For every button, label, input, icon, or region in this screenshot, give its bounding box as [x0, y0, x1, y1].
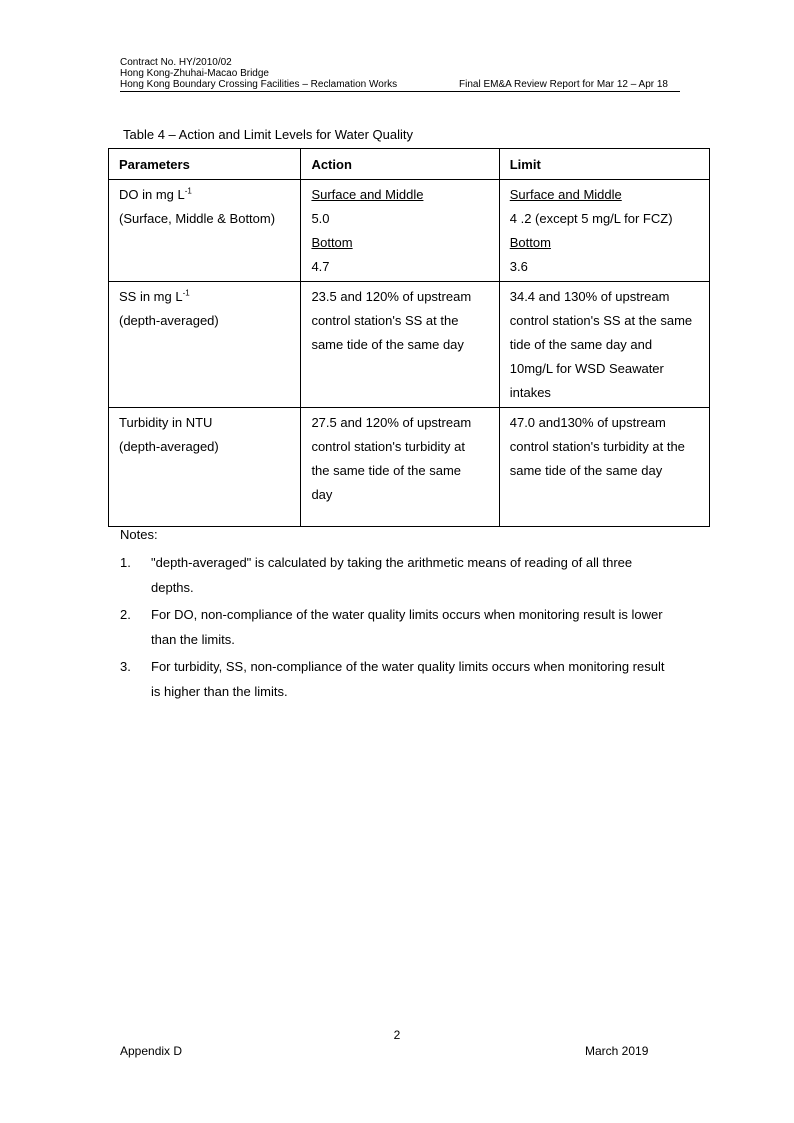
action-text-line: 23.5 and 120% of upstream [311, 289, 472, 304]
footer-appendix: Appendix D [120, 1044, 183, 1058]
limit-text-line: tide of the same day and [509, 337, 653, 352]
column-header-action: Action [301, 149, 499, 180]
notes-section [120, 526, 700, 706]
parameter-cell [109, 282, 301, 408]
table-caption: Table 4 – Action and Limit Levels for Water Quality [123, 127, 413, 142]
column-header-limit: Limit [499, 149, 709, 180]
limit-text-line: 47.0 and130% of upstream [509, 415, 666, 430]
report-title: Final EM&A Review Report for Mar 12 – Apr 18 [459, 79, 668, 90]
limit-text-line: 10mg/L for WSD Seawater [509, 361, 664, 376]
note-item [120, 550, 700, 600]
action-text-line: 27.5 and 120% of upstream [311, 415, 472, 430]
table-row-turbidity [109, 408, 710, 527]
column-header-parameters: Parameters [109, 149, 301, 180]
limit-cell [499, 180, 709, 282]
parameter-name: Turbidity in NTU [119, 415, 213, 430]
limit-text-line: control station's SS at the same [509, 313, 693, 328]
page-number: 2 [393, 1028, 401, 1042]
parameter-qualifier: (Surface, Middle & Bottom) [119, 211, 276, 226]
parameter-qualifier: (depth-averaged) [119, 313, 219, 328]
limit-heading-bottom: Bottom [509, 235, 551, 250]
note-number: 2. [120, 607, 131, 622]
limit-text-line: intakes [509, 385, 551, 400]
note-item [120, 602, 700, 652]
note-text-line: For turbidity, SS, non-compliance of the water quality limits occurs when monitoring result [151, 659, 665, 674]
action-text-line: control station's turbidity at [311, 439, 465, 454]
parameter-cell [109, 408, 301, 527]
facility-name: Hong Kong Boundary Crossing Facilities – Reclamation Works [120, 79, 398, 90]
parameter-name: SS in mg L [119, 289, 183, 304]
action-text-line: the same tide of the same [311, 463, 462, 478]
limit-text-line: 34.4 and 130% of upstream [509, 289, 670, 304]
action-text-line: same tide of the same day [311, 337, 464, 352]
action-value-bottom: 4.7 [311, 259, 330, 274]
notes-title: Notes: [120, 527, 158, 542]
note-number: 1. [120, 555, 131, 570]
note-text-line: For DO, non-compliance of the water quality limits occurs when monitoring result is lower [151, 607, 663, 622]
action-limit-table [108, 148, 710, 527]
note-text-line: is higher than the limits. [151, 684, 288, 699]
parameter-qualifier: (depth-averaged) [119, 439, 219, 454]
parameter-unit-exponent: -1 [184, 186, 192, 196]
parameter-cell [109, 180, 301, 282]
table-header-row [109, 149, 710, 180]
action-text-line: control station's SS at the [311, 313, 459, 328]
action-heading-surface-middle: Surface and Middle [311, 187, 424, 202]
limit-cell [499, 408, 709, 527]
parameter-unit-exponent: -1 [182, 288, 190, 298]
action-cell [301, 408, 499, 527]
limit-heading-surface-middle: Surface and Middle [509, 187, 622, 202]
action-value-surface-middle: 5.0 [311, 211, 330, 226]
note-number: 3. [120, 659, 131, 674]
page-header [120, 57, 680, 92]
table-row-do [109, 180, 710, 282]
table-row-ss [109, 282, 710, 408]
project-name: Hong Kong-Zhuhai-Macao Bridge [120, 68, 269, 79]
footer-date: March 2019 [585, 1044, 649, 1058]
note-item [120, 654, 700, 704]
action-heading-bottom: Bottom [311, 235, 353, 250]
contract-number: Contract No. HY/2010/02 [120, 57, 232, 68]
limit-text-line: same tide of the same day [509, 463, 663, 478]
note-text-line: depths. [151, 580, 194, 595]
note-text-line: than the limits. [151, 632, 235, 647]
action-text-line: day [311, 487, 333, 502]
note-text [151, 654, 681, 704]
note-text [151, 550, 681, 600]
note-text-line: "depth-averaged" is calculated by taking the arithmetic means of reading of all three [151, 555, 633, 570]
limit-text-line: control station's turbidity at the [509, 439, 685, 454]
action-cell [301, 180, 499, 282]
note-text [151, 602, 681, 652]
limit-value-surface-middle: 4 .2 (except 5 mg/L for FCZ) [509, 211, 673, 226]
header-bottom-row [120, 79, 680, 92]
action-cell [301, 282, 499, 408]
limit-value-bottom: 3.6 [509, 259, 528, 274]
limit-cell [499, 282, 709, 408]
parameter-name: DO in mg L [119, 187, 185, 202]
